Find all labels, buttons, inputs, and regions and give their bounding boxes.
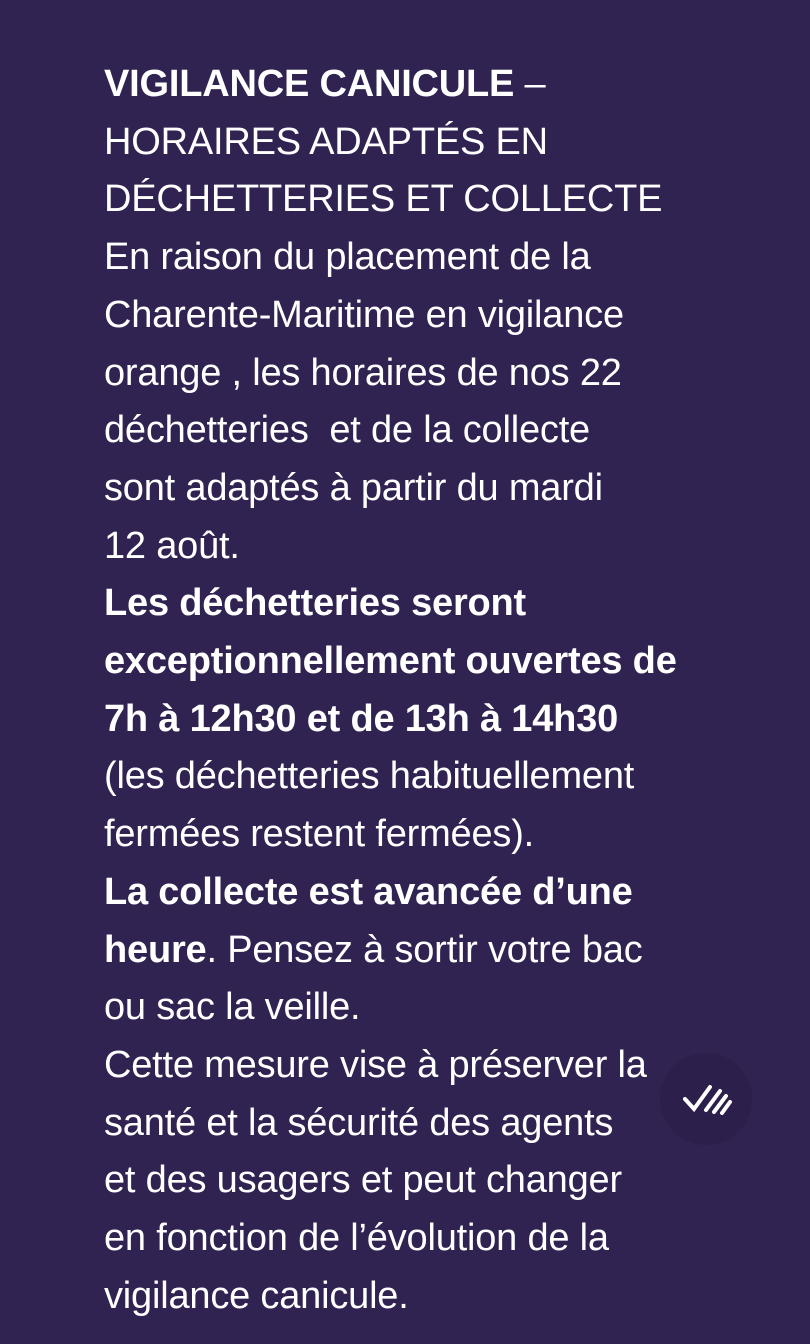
notice-subtitle-line: DÉCHETTERIES ET COLLECTE [104, 178, 663, 221]
notice-measure-line: Cette mesure vise à préserver la [104, 1043, 647, 1086]
notice-intro-line: 12 août. [104, 524, 240, 567]
notice-collect-line [104, 922, 784, 980]
notice-measure-line: santé et la sécurité des agents [104, 1101, 614, 1144]
notice-hours-line: Les déchetteries seront [104, 582, 527, 625]
notice-collect-line: La collecte est avancée d’une [104, 870, 633, 913]
notice-measure-line: et des usagers et peut changer [104, 1159, 622, 1202]
notice-collect-line: ou sac la veille. [104, 986, 361, 1029]
notice-subtitle-line: HORAIRES ADAPTÉS EN [104, 120, 548, 163]
notice-collect-rest: . Pensez à sortir votre bac [206, 928, 643, 971]
notice-intro-line: déchetteries et de la collecte [104, 409, 590, 452]
notice-closed-line: (les déchetteries habituellement [104, 755, 635, 798]
floating-action-button[interactable] [660, 1053, 752, 1145]
notice-intro-line: En raison du placement de la [104, 236, 591, 279]
check-slashes-icon [679, 1079, 733, 1119]
notice-measure-line: en fonction de l’évolution de la [104, 1217, 609, 1260]
notice-hours-line: exceptionnellement ouvertes de [104, 640, 677, 683]
notice-title-dash: – [514, 63, 546, 105]
notice-title-bold: VIGILANCE CANICULE [104, 63, 515, 105]
notice-intro-line: orange , les horaires de nos 22 [104, 351, 622, 394]
notice-intro-line: sont adaptés à partir du mardi [104, 466, 603, 509]
notice-collect-bold: heure [104, 928, 207, 971]
notice-measure-line: vigilance canicule. [104, 1274, 409, 1317]
notice-title [104, 56, 784, 114]
notice-intro-line: Charente-Maritime en vigilance [104, 293, 624, 336]
notice-hours-line: 7h à 12h30 et de 13h à 14h30 [104, 697, 619, 740]
notice-closed-line: fermées restent fermées). [104, 813, 535, 856]
